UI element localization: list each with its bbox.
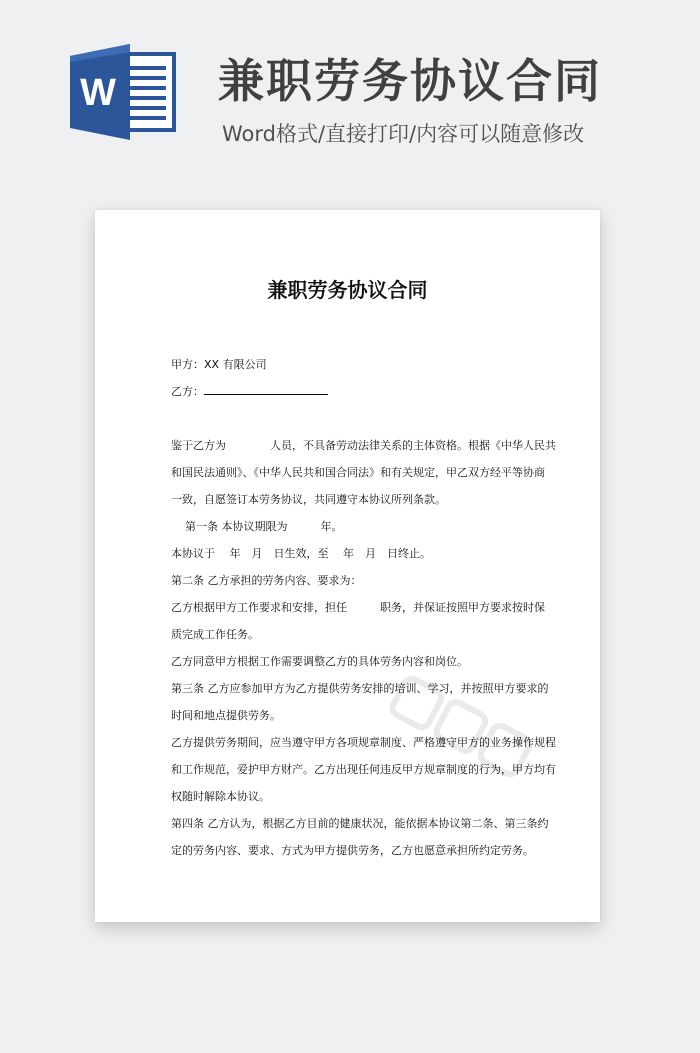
paragraph-line: 质完成工作任务。 bbox=[171, 628, 259, 641]
paragraph-line: 权随时解除本协议。 bbox=[171, 790, 270, 803]
clause-3-heading: 第三条 乙方应参加甲方为乙方提供劳务安排的培训、学习，并按照甲方要求的 bbox=[171, 682, 549, 695]
paragraph-line: 和国民法通则》、《中华人民共和国合同法》和有关规定，甲乙双方经平等协商 bbox=[171, 466, 545, 479]
paragraph-line: 和工作规范，爱护甲方财产。乙方出现任何违反甲方规章制度的行为，甲方均有 bbox=[171, 763, 556, 776]
paragraph-line: 乙方提供劳务期间，应当遵守甲方各项规章制度、严格遵守甲方的业务操作规程 bbox=[171, 736, 556, 749]
banner-subtitle: Word格式/直接打印/内容可以随意修改 bbox=[222, 122, 585, 146]
banner bbox=[0, 0, 700, 200]
banner-title: 兼职劳务协议合同 bbox=[218, 54, 602, 108]
paragraph-line: 一致，自愿签订本劳务协议，共同遵守本协议所列条款。 bbox=[171, 493, 446, 506]
party-b-blank bbox=[204, 383, 328, 395]
paragraph-line: 乙方根据甲方工作要求和安排，担任 职务，并保证按照甲方要求按时保 bbox=[171, 601, 545, 614]
document-page bbox=[95, 210, 600, 922]
clause-1-heading: 第一条 本协议期限为 年。 bbox=[185, 520, 343, 533]
document-title: 兼职劳务协议合同 bbox=[267, 278, 428, 302]
paragraph-line: 时间和地点提供劳务。 bbox=[171, 709, 281, 722]
party-a-line: 甲方：XX 有限公司 bbox=[171, 358, 267, 371]
paragraph-line: 鉴于乙方为 人员，不具备劳动法律关系的主体资格。根据《中华人民共 bbox=[171, 439, 556, 452]
clause-2-heading: 第二条 乙方承担的劳务内容、要求为： bbox=[171, 574, 362, 587]
party-b-line: 乙方： bbox=[171, 378, 531, 405]
paragraph-line: 乙方同意甲方根据工作需要调整乙方的具体劳务内容和岗位。 bbox=[171, 655, 468, 668]
clause-4-heading: 第四条 乙方认为，根据乙方目前的健康状况，能依据本协议第二条、第三条约 bbox=[171, 817, 549, 830]
paragraph-line: 本协议于 年 月 日生效，至 年 月 日终止。 bbox=[171, 547, 431, 560]
svg-text:W: W bbox=[80, 72, 116, 114]
paragraph-line: 定的劳务内容、要求、方式为甲方提供劳务，乙方也愿意承担所约定劳务。 bbox=[171, 844, 534, 857]
word-icon bbox=[68, 44, 180, 140]
document-body bbox=[171, 351, 556, 864]
